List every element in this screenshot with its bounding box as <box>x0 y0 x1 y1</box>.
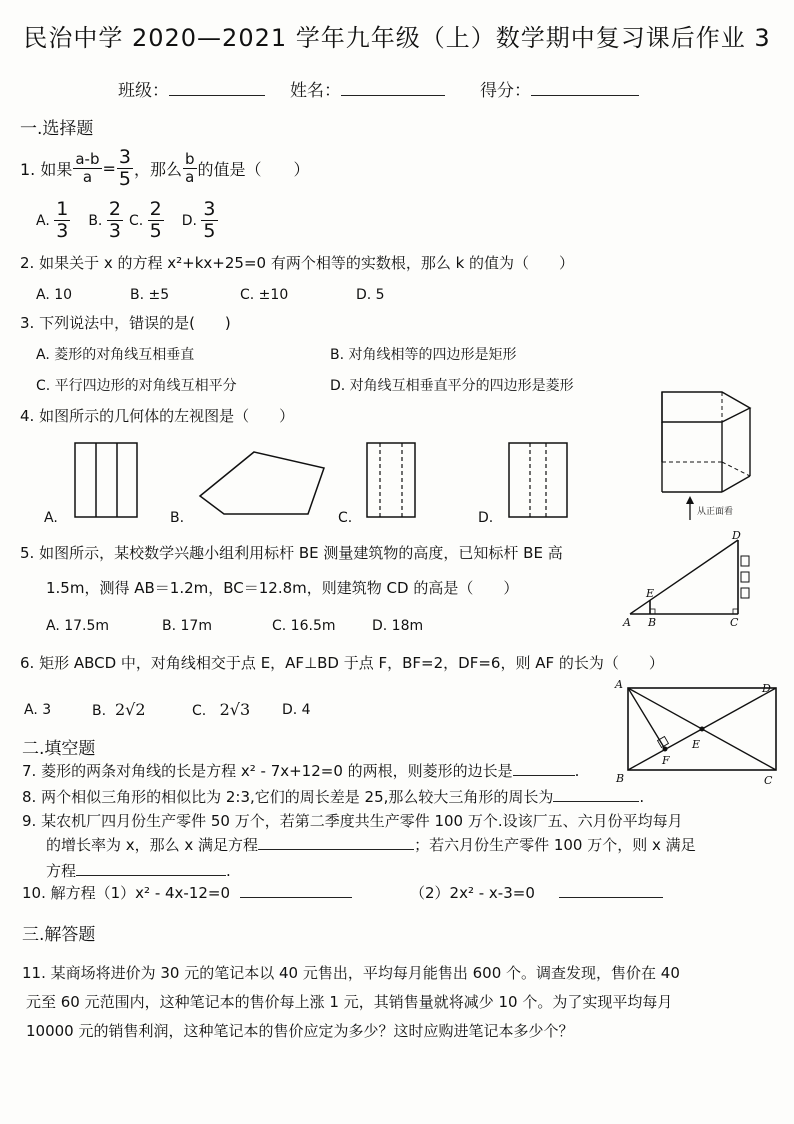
q6-label-f: F <box>662 754 670 767</box>
score-blank[interactable] <box>531 81 639 96</box>
question-9-line1: 9. 某农机厂四月份生产零件 50 万个，若第二季度共生产零件 100 万个.设该厂五、六月份平均每月 <box>22 812 683 830</box>
question-8: 8. 两个相似三角形的相似比为 2:3,它们的周长差是 25,那么较大三角形的周长为 . <box>22 788 645 806</box>
q1-fraction-1: $\frac{a-b}{a}$ <box>75 150 100 186</box>
q6-option-b[interactable]: B. 2√2 <box>92 700 146 719</box>
q3-option-a[interactable]: A. 菱形的对角线互相垂直 <box>36 347 195 363</box>
q4-option-a[interactable]: A. <box>44 510 58 526</box>
q4-figure-b[interactable] <box>196 448 330 518</box>
q4-figure-d[interactable] <box>506 440 570 520</box>
q6-label-e: E <box>692 738 701 751</box>
q1-equals: = <box>102 159 116 178</box>
q8-blank[interactable] <box>553 787 639 802</box>
page-title: 民治中学 2020—2021 学年九年级（上）数学期中复习课后作业 3 <box>23 24 771 52</box>
q2-option-a[interactable]: A. 10 <box>36 287 73 303</box>
question-4: 4. 如图所示的几何体的左视图是（ ） <box>20 407 295 425</box>
q5-option-a[interactable]: A. 17.5m <box>46 618 110 634</box>
question-2: 2. 如果关于 x 的方程 x²+kx+25=0 有两个相等的实数根，那么 k 的值为（ ） <box>20 254 575 272</box>
question-7: 7. 菱形的两条对角线的长是方程 x² - 7x+12=0 的两根，则菱形的边长是 . <box>22 762 580 780</box>
q5-label-a: A <box>623 616 631 629</box>
question-3: 3. 下列说法中，错误的是( ) <box>20 314 231 332</box>
q5-option-c[interactable]: C. 16.5m <box>272 618 336 634</box>
q1-mid: ，那么 <box>134 160 183 179</box>
question-5-line1: 5. 如图所示，某校数学兴趣小组利用标杆 BE 测量建筑物的高度，已知标杆 BE 高 <box>20 544 563 562</box>
question-9-line2: 的增长率为 x，那么 x 满足方程 ；若六月份生产零件 100 万个，则 x 满足 <box>46 836 696 854</box>
q2-option-c[interactable]: C. ±10 <box>240 287 289 303</box>
q4-figure-a[interactable] <box>72 440 142 520</box>
q4-figure-c[interactable] <box>364 440 418 520</box>
class-blank[interactable] <box>169 81 265 96</box>
q10-blank-2[interactable] <box>559 883 663 898</box>
q5-option-b[interactable]: B. 17m <box>162 618 212 634</box>
q5-label-b: B <box>648 616 657 629</box>
q1-option-c[interactable]: C. $\frac{2}{5}$ <box>128 198 162 242</box>
q3-option-b[interactable]: B. 对角线相等的四边形是矩形 <box>330 347 517 363</box>
q1-fraction-3: $\frac{b}{a}$ <box>185 150 195 186</box>
q6-label-a: A <box>615 678 623 691</box>
q1-option-d[interactable]: D. $\frac{3}{5}$ <box>181 198 216 242</box>
q4-solid-figure <box>650 382 770 522</box>
q6-option-d[interactable]: D. 4 <box>282 702 311 718</box>
q3-option-c[interactable]: C. 平行四边形的对角线互相平分 <box>36 378 237 394</box>
q1-options <box>36 200 218 241</box>
question-10: 10. 解方程（1）x² - 4x-12=0 <box>22 882 352 903</box>
q1-option-a[interactable]: A. $\frac{1}{3}$ <box>36 198 69 242</box>
q4-option-b[interactable]: B. <box>170 510 185 526</box>
class-label: 班级： <box>118 81 169 101</box>
class-field <box>118 76 265 101</box>
q9-blank-2[interactable] <box>76 861 226 876</box>
q7-blank[interactable] <box>513 761 575 776</box>
section-choice: 一.选择题 <box>20 119 94 139</box>
q1-option-b[interactable]: B. $\frac{2}{3}$ <box>88 198 121 242</box>
q5-figure <box>620 530 770 630</box>
q6-figure <box>612 676 788 788</box>
q6-option-a[interactable]: A. 3 <box>24 702 52 718</box>
q1-stem-pre: 1. 如果 <box>20 160 73 179</box>
question-11-line2: 元至 60 元范围内，这种笔记本的售价每上涨 1 元，其销售量就将减少 10 个。为了实现平均每月 <box>26 993 673 1011</box>
q2-option-b[interactable]: B. ±5 <box>130 287 170 303</box>
q3-option-d[interactable]: D. 对角线互相垂直平分的四边形是菱形 <box>330 378 574 394</box>
name-field <box>290 76 445 101</box>
name-label: 姓名： <box>290 81 341 101</box>
q5-label-e: E <box>646 587 655 600</box>
question-11-line1: 11. 某商场将进价为 30 元的笔记本以 40 元售出，平均每月能售出 600 个。调查发现，售价在 40 <box>22 964 680 982</box>
q6-label-b: B <box>616 772 625 785</box>
question-5-line2: 1.5m，测得 AB＝1.2m，BC＝12.8m，则建筑物 CD 的高是（ ） <box>46 579 519 597</box>
score-label: 得分： <box>480 81 531 101</box>
q5-label-c: C <box>730 616 739 629</box>
question-11-line3: 10000 元的销售利润，这种笔记本的售价应定为多少？这时应购进笔记本多少个？ <box>26 1022 574 1040</box>
question-10-part2: （2）2x² - x-3=0 <box>410 882 663 903</box>
section-fill-blank: 二.填空题 <box>22 739 96 759</box>
q5-option-d[interactable]: D. 18m <box>372 618 424 634</box>
q9-blank-1[interactable] <box>258 835 414 850</box>
q2-option-d[interactable]: D. 5 <box>356 287 385 303</box>
q4-option-c[interactable]: C. <box>338 510 353 526</box>
question-9-line3: 方程 . <box>46 862 231 880</box>
section-solution: 三.解答题 <box>22 925 96 945</box>
q5-label-d: D <box>732 530 741 542</box>
q4-option-d[interactable]: D. <box>478 510 494 526</box>
q1-stem-post: 的值是（ ） <box>197 160 310 179</box>
q6-label-c: C <box>764 774 773 787</box>
score-field <box>480 76 639 101</box>
question-1 <box>20 148 310 189</box>
name-blank[interactable] <box>341 81 445 96</box>
q1-fraction-2: $\frac{3}{5}$ <box>118 146 131 190</box>
q4-arrow-label: 从正面看 <box>697 507 734 517</box>
q6-option-c[interactable]: C. 2√3 <box>192 700 251 719</box>
question-6: 6. 矩形 ABCD 中，对角线相交于点 E，AF⊥BD 于点 F，BF=2，DF=6，则 AF 的长为（ ） <box>20 654 664 672</box>
q10-blank-1[interactable] <box>240 883 352 898</box>
q6-label-d: D <box>762 682 771 695</box>
